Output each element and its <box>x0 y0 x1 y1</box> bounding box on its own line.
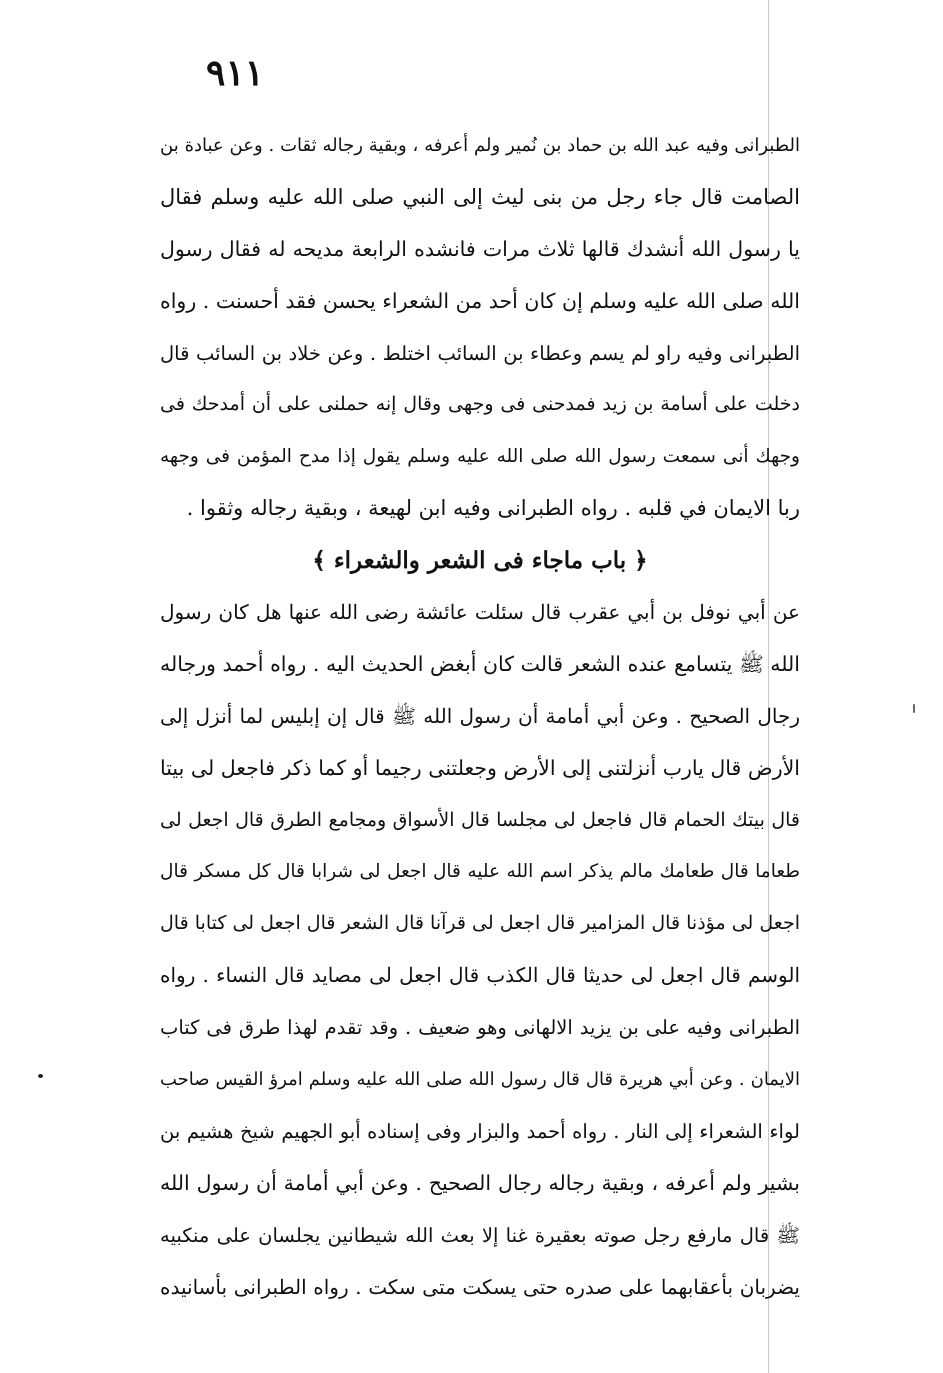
text-line: يا رسول الله أنشدك قالها ثلاث مرات فانشده الرابعة مديحه له فقال رسول <box>160 236 800 261</box>
text-line: الوسم قال اجعل لى حديثا قال الكذب قال اجعل لى مصايد قال النساء . رواه <box>160 963 800 988</box>
text-line: الطبرانى وفيه عبد الله بن حماد بن نُمير ولم أعرفه ، وبقية رجاله ثقات . وعن عبادة بن <box>160 135 800 156</box>
text-line: اجعل لى مؤذنا قال المزامير قال اجعل لى قرآنا قال الشعر قال اجعل لى كتابا قال <box>160 912 800 935</box>
text-line: الطبرانى وفيه راو لم يسم وعطاء بن السائب اختلط . وعن خلاد بن السائب قال <box>160 341 800 365</box>
chapter-heading: ﴿ باب ماجاء فى الشعر والشعراء ﴾ <box>312 547 648 575</box>
body-text <box>160 120 800 1313</box>
text-line: يضربان بأعقابهما على صدره حتى يسكت متى سكت . رواه الطبرانى بأسانيده <box>160 1274 800 1299</box>
text-line: الصامت قال جاء رجل من بنى ليث إلى النبي صلى الله عليه وسلم فقال <box>160 184 800 209</box>
text-line: ربا الايمان في قلبه . رواه الطبرانى وفيه ابن لهيعة ، وبقية رجاله وثقوا . <box>186 496 800 521</box>
text-line: الله ﷺ يتسامع عنده الشعر قالت كان أبغض الحديث اليه . رواه أحمد ورجاله <box>160 651 800 676</box>
text-line: الله صلى الله عليه وسلم إن كان أحد من الشعراء يحسن فقد أحسنت . رواه <box>160 288 800 313</box>
text-line: بشير ولم أعرفه ، وبقية رجاله رجال الصحيح . وعن أبي أمامة أن رسول الله <box>160 1170 800 1195</box>
text-line: رجال الصحيح . وعن أبي أمامة أن رسول الله ﷺ قال إن إبليس لما أنزل إلى <box>160 703 800 728</box>
page-number: ١١٩ <box>206 52 265 94</box>
text-line: دخلت على أسامة بن زيد فمدحنى فى وجهى وقال إنه حملنى على أن أمدحك فى <box>160 393 800 416</box>
text-line: عن أبي نوفل بن أبي عقرب قال سئلت عائشة رضى الله عنها هل كان رسول <box>160 600 800 625</box>
text-line: وجهك أنى سمعت رسول الله صلى الله عليه وسلم يقول إذا مدح المؤمن فى وجهه <box>160 446 800 468</box>
text-line: ﷺ قال مارفع رجل صوته بعقيرة غنا إلا بعث الله شيطانين يجلسان على منكبيه <box>160 1223 800 1247</box>
ink-speck <box>38 1074 43 1078</box>
text-line: الطبرانى وفيه على بن يزيد الالهانى وهو ضعيف . وقد تقدم لهذا طرق فى كتاب <box>160 1016 800 1040</box>
text-line: الايمان . وعن أبي هريرة قال قال رسول الله صلى الله عليه وسلم امرؤ القيس صاحب <box>160 1069 800 1091</box>
ink-mark <box>913 704 915 713</box>
text-line: قال بيتك الحمام قال فاجعل لى مجلسا قال الأسواق ومجامع الطرق قال اجعل لى <box>160 808 800 831</box>
text-line: الأرض قال يارب أنزلتنى إلى الأرض وجعلتنى رجيما أو كما ذكر فاجعل لى بيتا <box>160 755 800 780</box>
text-line: لواء الشعراء إلى النار . رواه أحمد والبزار وفى إسناده أبو الجهيم شيخ هشيم بن <box>160 1119 800 1143</box>
text-line: طعاما قال طعامك مالم يذكر اسم الله عليه قال اجعل لى شرابا قال كل مسكر قال <box>160 861 800 883</box>
